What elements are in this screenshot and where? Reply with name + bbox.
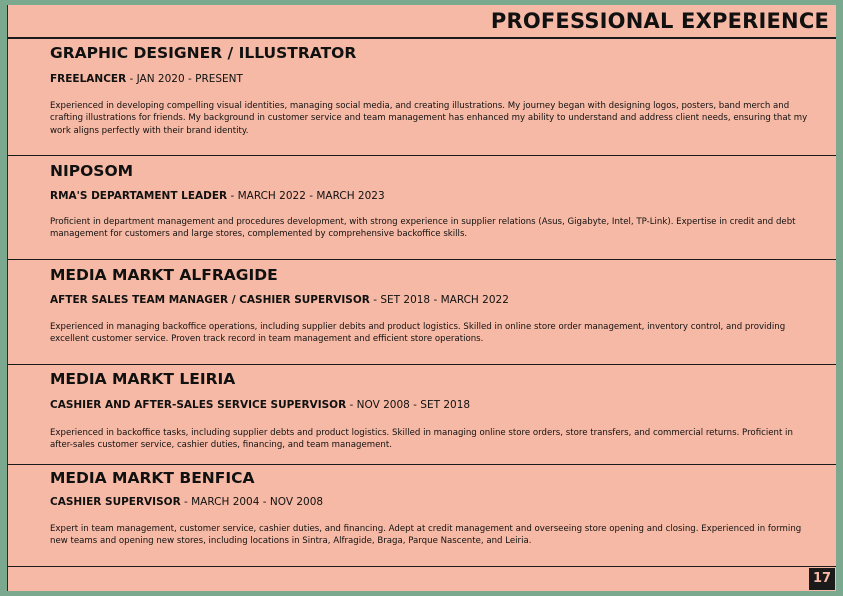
entry-role: CASHIER AND AFTER-SALES SERVICE SUPERVISOR bbox=[50, 399, 347, 411]
entry-title: MEDIA MARKT LEIRIA bbox=[50, 370, 236, 388]
entry-role-line bbox=[50, 399, 470, 411]
entry-dates: - JAN 2020 - PRESENT bbox=[126, 73, 243, 85]
entry-title: MEDIA MARKT ALFRAGIDE bbox=[50, 266, 278, 284]
entry-title: GRAPHIC DESIGNER / ILLUSTRATOR bbox=[50, 44, 357, 62]
entry-role: CASHIER SUPERVISOR bbox=[50, 496, 181, 508]
entry-role: RMA'S DEPARTAMENT LEADER bbox=[50, 190, 228, 202]
experience-entry-media-markt-alfragide bbox=[8, 260, 836, 365]
experience-entry-niposom bbox=[8, 156, 836, 260]
page-number: 17 bbox=[809, 568, 835, 590]
entry-role-line bbox=[50, 496, 323, 508]
entry-title: MEDIA MARKT BENFICA bbox=[50, 469, 255, 487]
entry-description: Proficient in department management and procedures development, with strong experience in supplier relations (Asus, Gigabyte, Intel, TP-Link). Expertise in credit and debt management for customers and large stores, complemented by comprehensive backoffice skills. bbox=[50, 217, 796, 240]
section-title: PROFESSIONAL EXPERIENCE bbox=[490, 9, 829, 33]
entry-role: AFTER SALES TEAM MANAGER / CASHIER SUPERVISOR bbox=[50, 294, 370, 306]
entry-description: Experienced in managing backoffice operations, including supplier debits and product logistics. Skilled in online store order management, inventory control, and providing excellent customer service. Proven track record in team management and efficient store operations. bbox=[50, 322, 786, 345]
entry-dates: - MARCH 2022 - MARCH 2023 bbox=[227, 190, 385, 202]
experience-entry-freelancer bbox=[8, 38, 836, 156]
entry-role-line bbox=[50, 294, 509, 306]
entry-dates: - MARCH 2004 - NOV 2008 bbox=[180, 496, 324, 508]
entry-dates: - NOV 2008 - SET 2018 bbox=[346, 399, 471, 411]
bottom-divider bbox=[8, 566, 836, 567]
resume-page bbox=[7, 5, 836, 591]
entry-role: FREELANCER bbox=[50, 73, 127, 85]
entry-description: Experienced in backoffice tasks, including supplier debts and product logistics. Skilled in managing online store orders, store transfers, and commercial returns. Proficient in after-sales customer service, cashier duties, financing, and team management. bbox=[50, 428, 793, 451]
entry-description: Experienced in developing compelling visual identities, managing social media, and creating illustrations. My journey began with designing logos, posters, band merch and crafting illustrations for friends. My background in customer service and team management has enhanced my ability to understand and address client needs, ensuring that my work aligns perfectly with their brand identity. bbox=[50, 101, 808, 136]
section-header bbox=[8, 5, 836, 39]
entry-role-line bbox=[50, 73, 243, 85]
entry-dates: - SET 2018 - MARCH 2022 bbox=[369, 294, 509, 306]
entry-role-line bbox=[50, 190, 385, 202]
entry-description: Expert in team management, customer service, cashier duties, and financing. Adept at credit management and overseeing store opening and closing. Experienced in forming new teams and opening new stores, including locations in Sintra, Alfragide, Braga, Parque Nascente, and Leiria. bbox=[50, 524, 802, 547]
entry-title: NIPOSOM bbox=[50, 162, 134, 180]
experience-entry-media-markt-leiria bbox=[8, 365, 836, 465]
